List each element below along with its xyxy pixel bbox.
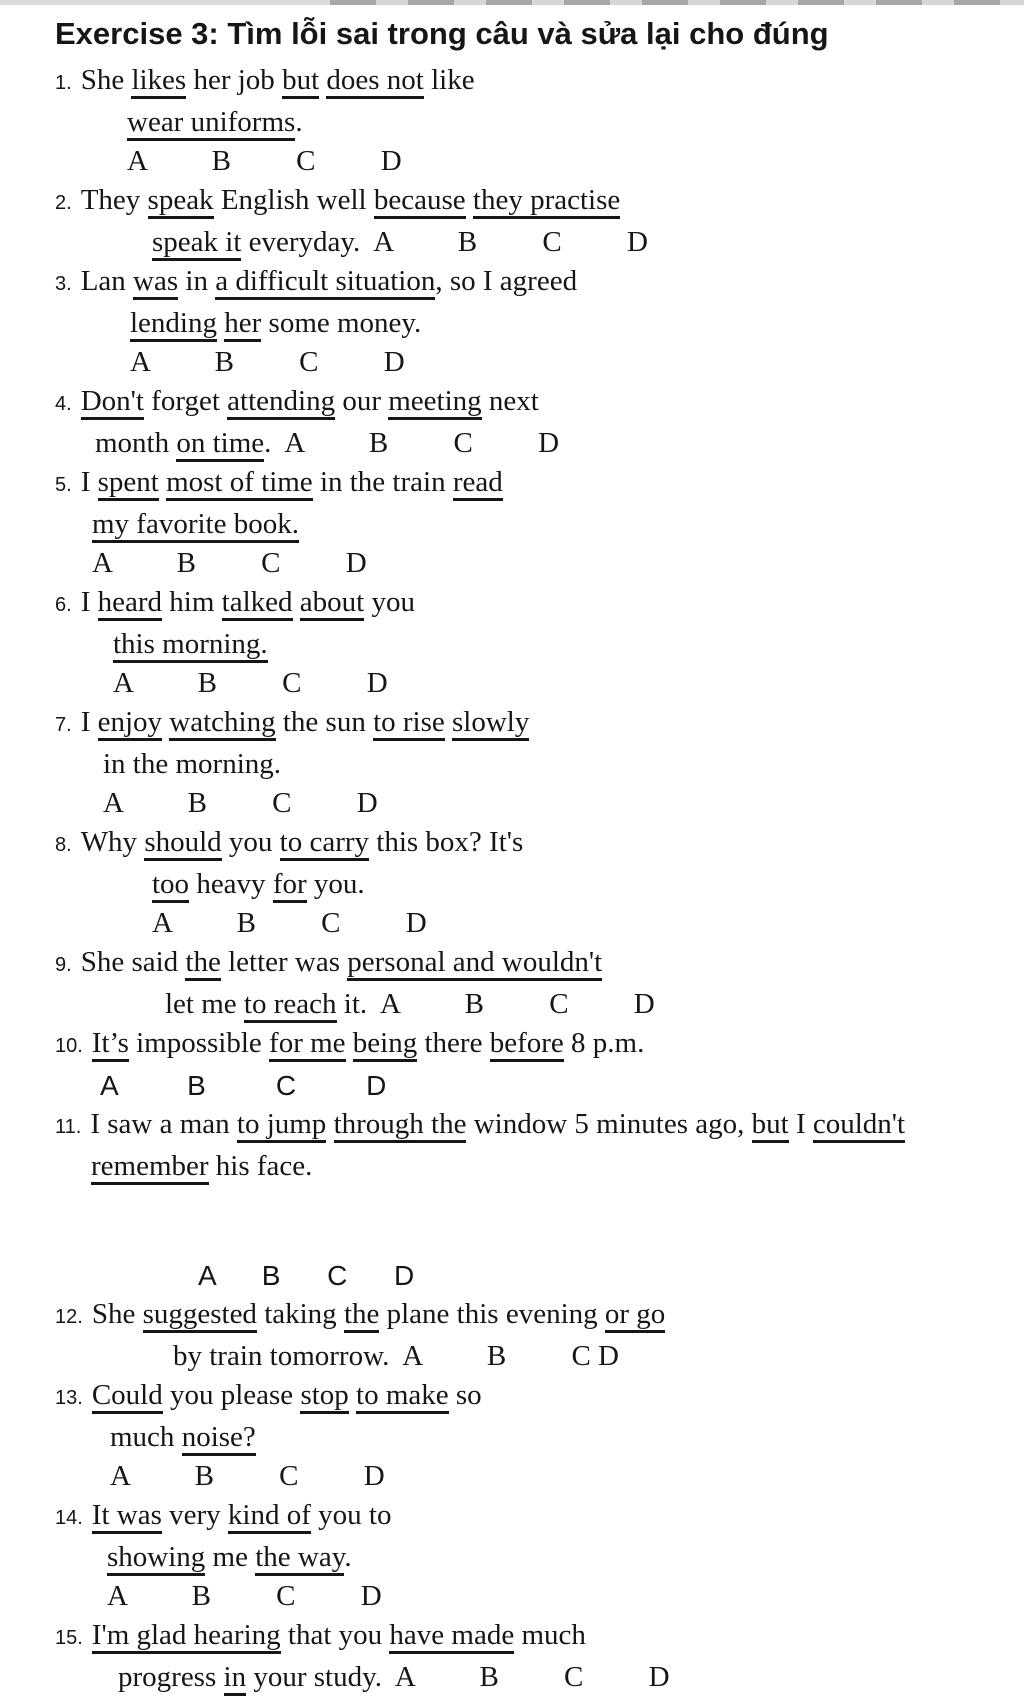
underlined-error-candidate: about — [300, 586, 364, 621]
sentence-line — [55, 1024, 1004, 1066]
sentence-line — [118, 1658, 1004, 1697]
item-number: 15. — [55, 1627, 83, 1649]
sentence-line — [92, 505, 1004, 544]
underlined-error-candidate: wear uniforms — [127, 106, 295, 141]
sentence-text: it. A B C D — [336, 988, 655, 1020]
sentence-text: impossible — [128, 1027, 270, 1059]
sentence-text: his face. — [208, 1150, 313, 1182]
sentence-text: month — [95, 427, 177, 459]
underlined-error-candidate: does not — [326, 64, 423, 99]
answer-letters-row — [127, 142, 1004, 181]
sentence-line — [130, 304, 1004, 343]
sentence-text: A B C D — [198, 1260, 415, 1291]
underlined-error-candidate: couldn't — [813, 1108, 905, 1143]
sentence-text — [466, 184, 473, 216]
sentence-line — [165, 985, 1004, 1024]
underlined-error-candidate: noise? — [182, 1421, 256, 1456]
sentence-line — [55, 1616, 1004, 1658]
sentence-text: plane this evening — [379, 1298, 605, 1330]
underlined-error-candidate: most of time — [166, 466, 313, 501]
sentence-text: . — [295, 106, 303, 138]
sentence-line — [127, 103, 1004, 142]
underlined-error-candidate: too — [152, 868, 189, 903]
exercise-item — [55, 1616, 1004, 1697]
answer-letters-row — [103, 784, 1004, 823]
sentence-text: in — [178, 265, 216, 297]
answer-letters-row — [92, 544, 1004, 583]
underlined-error-candidate: her — [224, 307, 261, 342]
underlined-error-candidate: I'm glad hearing — [92, 1619, 281, 1654]
underlined-error-candidate: to jump — [237, 1108, 326, 1143]
scan-edge-dashes — [330, 0, 1024, 5]
sentence-line — [113, 625, 1004, 664]
underlined-error-candidate: my favorite book. — [92, 508, 299, 543]
sentence-text: next — [481, 385, 539, 417]
sentence-line — [107, 1538, 1004, 1577]
underlined-error-candidate: speak — [148, 184, 214, 219]
underlined-error-candidate: Don't — [81, 385, 144, 420]
sentence-line — [55, 1376, 1004, 1418]
underlined-error-candidate: stop — [300, 1379, 348, 1414]
underlined-error-candidate: the — [185, 946, 220, 981]
sentence-text: that you — [280, 1619, 390, 1651]
sentence-text: A B C D — [152, 907, 427, 939]
sentence-text: in the train — [312, 466, 453, 498]
underlined-error-candidate: being — [353, 1027, 417, 1062]
exercise-item — [55, 583, 1004, 703]
sentence-text: I — [80, 466, 98, 498]
sentence-text: A B C D — [110, 1460, 385, 1492]
sentence-text: . — [344, 1541, 352, 1573]
exercise-item — [55, 262, 1004, 382]
sentence-line — [95, 424, 1004, 463]
exercise-item — [55, 1295, 1004, 1376]
sentence-text: I — [80, 706, 98, 738]
underlined-error-candidate: before — [490, 1027, 564, 1062]
answer-letters-row — [110, 1457, 1004, 1496]
item-number: 3. — [55, 273, 72, 295]
sentence-text: taking — [256, 1298, 344, 1330]
sentence-text: the sun — [275, 706, 374, 738]
exercise-item — [55, 943, 1004, 1024]
sentence-text: . A B C D — [264, 427, 560, 459]
sentence-text: you please — [162, 1379, 301, 1411]
underlined-error-candidate: but — [752, 1108, 789, 1143]
sentence-line — [55, 1105, 1004, 1147]
exercise-item — [55, 1376, 1004, 1496]
sentence-text: much — [110, 1421, 182, 1453]
sentence-text: A B C D — [130, 346, 405, 378]
underlined-error-candidate: or go — [605, 1298, 665, 1333]
underlined-error-candidate: lending — [130, 307, 217, 342]
sentence-text: I — [80, 586, 98, 618]
sentence-text — [445, 706, 452, 738]
sentence-text: your study. A B C D — [246, 1661, 670, 1693]
sentence-text: A B C D — [92, 547, 367, 579]
sentence-text: much — [514, 1619, 586, 1651]
sentence-text — [159, 466, 166, 498]
underlined-error-candidate: for me — [269, 1027, 346, 1062]
sentence-text: there — [417, 1027, 490, 1059]
sentence-line — [55, 703, 1004, 745]
underlined-error-candidate: Could — [92, 1379, 163, 1414]
answer-letters-row — [107, 1577, 1004, 1616]
underlined-error-candidate: through the — [334, 1108, 467, 1143]
exercise-item — [55, 1105, 1004, 1295]
sentence-text: Why — [80, 826, 145, 858]
sentence-text: A B C D — [127, 145, 402, 177]
sentence-text: forget — [143, 385, 228, 417]
sentence-text: Lan — [80, 265, 134, 297]
underlined-error-candidate: watching — [169, 706, 275, 741]
underlined-error-candidate: to carry — [280, 826, 369, 861]
underlined-error-candidate: speak it — [152, 226, 241, 261]
sentence-text — [293, 586, 300, 618]
item-number: 11. — [55, 1116, 82, 1138]
sentence-text: this box? It's — [369, 826, 524, 858]
underlined-error-candidate: the way — [255, 1541, 344, 1576]
sentence-text: you — [364, 586, 415, 618]
underlined-error-candidate: should — [144, 826, 221, 861]
sentence-text: some money. — [261, 307, 422, 339]
sentence-line — [55, 1496, 1004, 1538]
item-number: 1. — [55, 72, 72, 94]
sentence-text: She said — [80, 946, 186, 978]
underlined-error-candidate: a difficult situation — [215, 265, 435, 300]
sentence-line — [103, 745, 1004, 784]
answer-letters-row — [113, 664, 1004, 703]
underlined-error-candidate: meeting — [388, 385, 481, 420]
item-number: 9. — [55, 954, 72, 976]
underlined-error-candidate: enjoy — [98, 706, 162, 741]
underlined-error-candidate: It’s — [92, 1027, 129, 1062]
underlined-error-candidate: suggested — [143, 1298, 257, 1333]
sentence-text: in the morning. — [103, 748, 282, 780]
underlined-error-candidate: It was — [92, 1499, 162, 1534]
underlined-error-candidate: heard — [98, 586, 162, 621]
sentence-text: you. — [306, 868, 365, 900]
exercise-item — [55, 703, 1004, 823]
underlined-error-candidate: attending — [227, 385, 335, 420]
sentence-text — [326, 1108, 333, 1140]
sentence-line — [55, 61, 1004, 103]
underlined-error-candidate: likes — [131, 64, 186, 99]
item-number: 4. — [55, 393, 72, 415]
item-number: 7. — [55, 714, 72, 736]
underlined-error-candidate: showing — [107, 1541, 205, 1576]
item-number: 13. — [55, 1387, 83, 1409]
underlined-error-candidate: have made — [389, 1619, 514, 1654]
underlined-error-candidate: in — [224, 1661, 247, 1696]
sentence-line — [55, 262, 1004, 304]
exercise-item — [55, 1496, 1004, 1616]
sentence-line — [55, 823, 1004, 865]
sentence-text: you — [221, 826, 280, 858]
item-number: 5. — [55, 474, 72, 496]
sentence-text: 8 p.m. — [563, 1027, 645, 1059]
sentence-text: you to — [310, 1499, 392, 1531]
exercise-item-list — [55, 61, 1004, 1697]
sentence-line — [110, 1418, 1004, 1457]
item-number: 10. — [55, 1035, 83, 1057]
sentence-text: him — [162, 586, 222, 618]
item-number: 8. — [55, 834, 72, 856]
underlined-error-candidate: the — [344, 1298, 379, 1333]
sentence-text: , so I agreed — [435, 265, 578, 297]
sentence-text: A B C D — [103, 787, 378, 819]
sentence-text: everyday. A B C D — [241, 226, 648, 258]
sentence-text: like — [423, 64, 475, 96]
exercise-title: Exercise 3: Tìm lỗi sai trong câu và sửa lại cho đúng — [55, 16, 829, 51]
item-number: 14. — [55, 1507, 83, 1529]
sentence-line — [55, 463, 1004, 505]
underlined-error-candidate: on time — [176, 427, 264, 462]
sentence-text: her job — [186, 64, 283, 96]
sentence-text: A B C D — [100, 1070, 387, 1101]
sentence-text: let me — [165, 988, 244, 1020]
sentence-line — [152, 865, 1004, 904]
sentence-line — [55, 1295, 1004, 1337]
sentence-text: letter was — [220, 946, 348, 978]
scan-edge-artifact — [0, 0, 1024, 5]
underlined-error-candidate: this morning. — [113, 628, 268, 663]
exercise-item — [55, 1024, 1004, 1105]
answer-letters-row — [198, 1256, 1004, 1295]
underlined-error-candidate: to make — [356, 1379, 449, 1414]
sentence-text: so — [448, 1379, 482, 1411]
underlined-error-candidate: remember — [91, 1150, 209, 1185]
exercise-item — [55, 181, 1004, 262]
underlined-error-candidate: because — [374, 184, 466, 219]
sentence-line — [152, 223, 1004, 262]
underlined-error-candidate: to reach — [244, 988, 337, 1023]
exercise-item — [55, 382, 1004, 463]
underlined-error-candidate: was — [133, 265, 178, 300]
sentence-text: A B C D — [113, 667, 388, 699]
exercise-item — [55, 823, 1004, 943]
sentence-line — [55, 583, 1004, 625]
underlined-error-candidate: to rise — [373, 706, 445, 741]
sentence-line — [55, 181, 1004, 223]
underlined-error-candidate: talked — [222, 586, 293, 621]
sentence-text: I saw a man — [90, 1108, 237, 1140]
sentence-text: our — [335, 385, 389, 417]
sentence-text: A B C D — [107, 1580, 382, 1612]
underlined-error-candidate: personal and wouldn't — [347, 946, 602, 981]
sentence-text: I — [788, 1108, 813, 1140]
underlined-error-candidate: read — [453, 466, 503, 501]
underlined-error-candidate: slowly — [452, 706, 529, 741]
sentence-line — [55, 943, 1004, 985]
sentence-text: very — [161, 1499, 228, 1531]
exercise-item — [55, 61, 1004, 181]
sentence-text: English well — [213, 184, 374, 216]
answer-letters-row — [130, 343, 1004, 382]
exercise-item — [55, 463, 1004, 583]
sentence-text: by train tomorrow. A B C D — [173, 1340, 620, 1372]
underlined-error-candidate: for — [273, 868, 307, 903]
underlined-error-candidate: they practise — [473, 184, 620, 219]
sentence-line — [55, 382, 1004, 424]
answer-letters-row — [152, 904, 1004, 943]
sentence-text — [349, 1379, 356, 1411]
sentence-line — [91, 1147, 1004, 1186]
underlined-error-candidate: spent — [98, 466, 159, 501]
sentence-text: progress — [118, 1661, 224, 1693]
item-number: 2. — [55, 192, 72, 214]
sentence-text: me — [205, 1541, 256, 1573]
answer-letters-row — [100, 1066, 1004, 1105]
sentence-text: She — [91, 1298, 143, 1330]
sentence-text: window 5 minutes ago, — [466, 1108, 752, 1140]
sentence-text: heavy — [189, 868, 273, 900]
sentence-line — [173, 1337, 1004, 1376]
item-number: 6. — [55, 594, 72, 616]
sentence-text: They — [80, 184, 148, 216]
underlined-error-candidate: but — [282, 64, 319, 99]
underlined-error-candidate: kind of — [228, 1499, 311, 1534]
sentence-text — [346, 1027, 353, 1059]
sentence-text: She — [80, 64, 132, 96]
document-page — [0, 5, 1024, 1697]
item-number: 12. — [55, 1306, 83, 1328]
